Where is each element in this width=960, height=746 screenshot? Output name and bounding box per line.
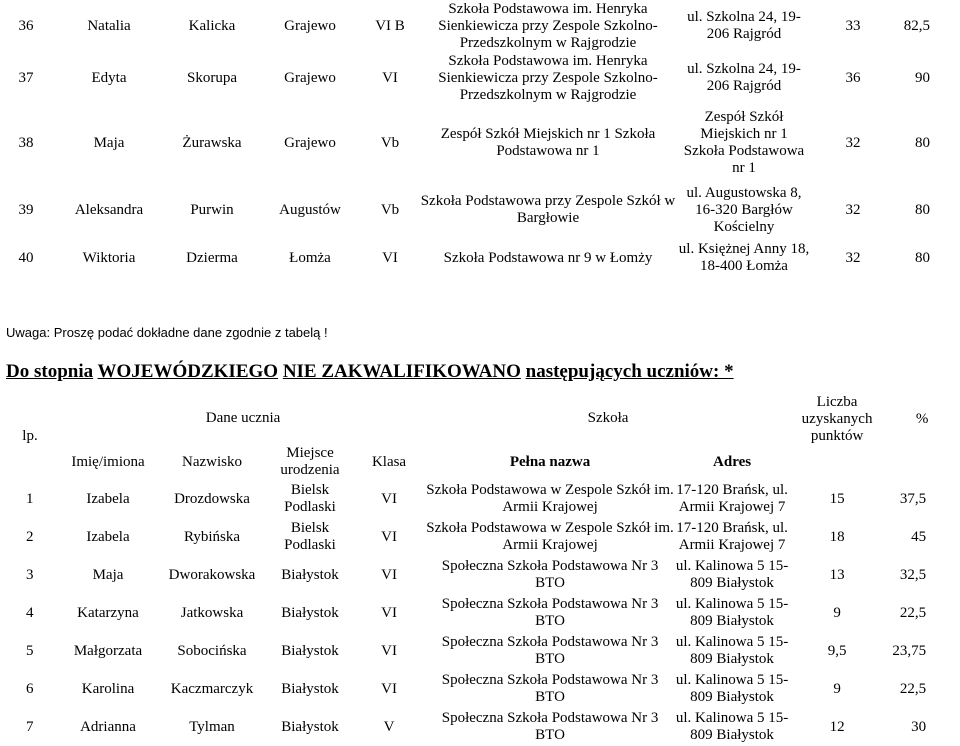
header-imie: Imię/imiona: [71, 454, 145, 470]
table-row: [0, 556, 960, 594]
heading-rest: następujących uczniów: *: [525, 361, 734, 382]
table-row: [0, 480, 960, 518]
cell-nazwisko: Dzierma: [186, 250, 238, 266]
header-lp: lp.: [22, 428, 38, 444]
cell-adres: ul. Szkolna 24, 19-206 Rajgród: [687, 9, 801, 42]
cell-lp: 38: [18, 135, 34, 151]
cell-adres: ul. Księżnej Anny 18, 18-400 Łomża: [678, 241, 810, 274]
cell-lp: 36: [18, 18, 34, 34]
header-dane-ucznia: Dane ucznia: [205, 410, 281, 426]
table-row: [0, 708, 960, 746]
cell-imie: Izabela: [86, 529, 130, 545]
header-nazwisko: Nazwisko: [182, 454, 242, 470]
cell-adres: 17-120 Brańsk, ul. Armii Krajowej 7: [676, 520, 788, 553]
cell-lp: 2: [26, 529, 34, 545]
table-row: [0, 182, 960, 238]
cell-adres: ul. Szkolna 24, 19-206 Rajgród: [687, 61, 801, 94]
cell-miejsce: Białystok: [281, 566, 339, 583]
cell-proc: 90: [915, 70, 930, 86]
cell-adres: Zespół Szkół Miejskich nr 1 Szkoła Podstawowa nr 1: [683, 109, 805, 176]
cell-klasa: Vb: [380, 135, 400, 151]
cell-imie: Edyta: [91, 70, 127, 86]
cell-pkt: 15: [829, 491, 845, 507]
cell-szkola: Szkoła Podstawowa im. Henryka Sienkiewicza przy Zespole Szkolno-Przedszkolnym w Rajgrodzie: [438, 0, 658, 51]
cell-miejsce: Białystok: [281, 604, 339, 621]
cell-imie: Izabela: [86, 491, 130, 507]
cell-pkt: 9: [833, 681, 841, 697]
cell-miejsce: Bielsk Podlaski: [284, 482, 336, 515]
header-pelna-nazwa: Pełna nazwa: [509, 454, 591, 470]
cell-pkt: 13: [829, 567, 845, 583]
cell-miejsce: Białystok: [281, 680, 339, 697]
cell-szkola: Społeczna Szkoła Podstawowa Nr 3 BTO: [441, 710, 659, 743]
cell-pkt: 36: [845, 70, 861, 86]
cell-lp: 39: [18, 202, 34, 218]
cell-pkt: 33: [845, 18, 861, 34]
cell-lp: 37: [18, 70, 34, 86]
cell-adres: ul. Kalinowa 5 15-809 Białystok: [675, 596, 789, 629]
cell-adres: ul. Kalinowa 5 15-809 Białystok: [675, 710, 789, 743]
cell-lp: 40: [18, 250, 34, 266]
heading-suffix: NIE ZAKWALIFIKOWANO: [282, 361, 521, 382]
cell-pkt: 32: [845, 250, 861, 266]
table-row: [0, 238, 960, 278]
cell-szkola: Szkoła Podstawowa w Zespole Szkół im. Armii Krajowej: [426, 520, 674, 553]
cell-pkt: 9,5: [827, 643, 847, 659]
cell-klasa: VI: [382, 250, 398, 266]
cell-imie: Katarzyna: [77, 605, 139, 621]
heading-stage: WOJEWÓDZKIEGO: [97, 361, 279, 382]
header-klasa: Klasa: [371, 454, 407, 470]
table-row: [0, 632, 960, 670]
cell-adres: ul. Kalinowa 5 15-809 Białystok: [675, 672, 789, 705]
header-liczba-punktow: Liczba uzyskanych punktów: [801, 394, 873, 444]
cell-szkola: Społeczna Szkoła Podstawowa Nr 3 BTO: [441, 672, 659, 705]
cell-lp: 4: [26, 605, 34, 621]
cell-proc: 22,5: [899, 681, 927, 697]
cell-imie: Adrianna: [80, 719, 136, 735]
cell-szkola: Społeczna Szkoła Podstawowa Nr 3 BTO: [441, 558, 659, 591]
cell-miejsce: Łomża: [289, 250, 331, 266]
section-heading: [6, 361, 734, 383]
table-row: [0, 52, 960, 104]
cell-szkola: Szkoła Podstawowa im. Henryka Sienkiewicza przy Zespole Szkolno-Przedszkolnym w Rajgrodzie: [438, 52, 658, 103]
cell-adres: ul. Kalinowa 5 15-809 Białystok: [675, 558, 789, 591]
cell-nazwisko: Skorupa: [187, 70, 237, 86]
note-text: Uwaga: Proszę podać dokładne dane zgodnie z tabelą !: [6, 325, 328, 340]
cell-lp: 7: [26, 719, 34, 735]
cell-nazwisko: Sobocińska: [177, 643, 247, 659]
cell-imie: Aleksandra: [74, 202, 144, 218]
header-procent: %: [915, 411, 929, 427]
cell-imie: Maja: [92, 567, 124, 583]
cell-nazwisko: Kalicka: [188, 18, 236, 34]
header-szkola: Szkoła: [587, 410, 629, 426]
table-row: [0, 104, 960, 182]
cell-pkt: 9: [833, 605, 841, 621]
cell-proc: 80: [915, 135, 930, 151]
table-row: [0, 670, 960, 708]
cell-nazwisko: Rybińska: [183, 529, 241, 545]
cell-nazwisko: Drozdowska: [174, 491, 250, 507]
cell-nazwisko: Jatkowska: [180, 605, 244, 621]
cell-szkola: Społeczna Szkoła Podstawowa Nr 3 BTO: [441, 634, 659, 667]
table-row: [0, 518, 960, 556]
cell-miejsce: Grajewo: [284, 135, 336, 151]
cell-pkt: 32: [845, 135, 861, 151]
cell-proc: 32,5: [899, 567, 927, 583]
cell-klasa: V: [383, 719, 395, 735]
cell-imie: Małgorzata: [73, 643, 143, 659]
cell-imie: Natalia: [87, 18, 131, 34]
cell-szkola: Szkoła Podstawowa nr 9 w Łomży: [443, 249, 653, 266]
cell-adres: ul. Augustowska 8, 16-320 Bargłów Kościelny: [686, 184, 802, 235]
cell-lp: 5: [26, 643, 34, 659]
cell-szkola: Społeczna Szkoła Podstawowa Nr 3 BTO: [441, 596, 659, 629]
table-row: [0, 594, 960, 632]
cell-proc: 80: [915, 202, 930, 218]
header-adres: Adres: [713, 454, 752, 470]
cell-proc: 82,5: [903, 18, 930, 34]
cell-nazwisko: Kaczmarczyk: [170, 681, 254, 697]
cell-imie: Maja: [93, 135, 125, 151]
cell-nazwisko: Dworakowska: [168, 567, 256, 583]
heading-prefix: Do stopnia: [6, 361, 94, 382]
cell-proc: 30: [911, 719, 927, 735]
cell-miejsce: Grajewo: [284, 70, 336, 86]
cell-szkola: Szkoła Podstawowa przy Zespole Szkół w Bargłowie: [420, 193, 676, 226]
cell-proc: 80: [915, 250, 930, 266]
cell-nazwisko: Purwin: [190, 202, 234, 218]
cell-klasa: VI: [381, 529, 397, 545]
cell-proc: 37,5: [899, 491, 927, 507]
cell-klasa: VI B: [375, 18, 405, 34]
cell-klasa: VI: [382, 70, 398, 86]
cell-miejsce: Bielsk Podlaski: [284, 520, 336, 553]
cell-imie: Karolina: [81, 681, 135, 697]
cell-adres: 17-120 Brańsk, ul. Armii Krajowej 7: [676, 482, 788, 515]
header-miejsce: Miejsce urodzenia: [280, 445, 340, 478]
cell-imie: Wiktoria: [82, 250, 136, 266]
cell-lp: 1: [26, 491, 34, 507]
cell-klasa: Vb: [380, 202, 400, 218]
cell-proc: 23,75: [892, 643, 927, 659]
table-row: [0, 0, 960, 52]
cell-klasa: VI: [381, 491, 397, 507]
cell-pkt: 32: [845, 202, 861, 218]
cell-szkola: Zespół Szkół Miejskich nr 1 Szkoła Podstawowa nr 1: [440, 126, 656, 159]
cell-pkt: 18: [829, 529, 845, 545]
cell-lp: 3: [26, 567, 34, 583]
cell-proc: 22,5: [899, 605, 927, 621]
cell-szkola: Szkoła Podstawowa w Zespole Szkół im. Armii Krajowej: [426, 482, 674, 515]
cell-klasa: VI: [381, 643, 397, 659]
cell-nazwisko: Tylman: [189, 719, 235, 735]
cell-proc: 45: [911, 529, 927, 545]
cell-miejsce: Białystok: [281, 642, 339, 659]
cell-klasa: VI: [381, 567, 397, 583]
cell-adres: ul. Kalinowa 5 15-809 Białystok: [675, 634, 789, 667]
cell-miejsce: Grajewo: [284, 18, 336, 34]
cell-pkt: 12: [829, 719, 845, 735]
cell-miejsce: Białystok: [281, 718, 339, 735]
cell-klasa: VI: [381, 605, 397, 621]
qualified-students-table: [0, 0, 960, 278]
cell-klasa: VI: [381, 681, 397, 697]
cell-lp: 6: [26, 681, 34, 697]
not-qualified-students-table: [0, 392, 960, 746]
cell-miejsce: Augustów: [279, 202, 341, 218]
cell-nazwisko: Żurawska: [182, 135, 242, 151]
